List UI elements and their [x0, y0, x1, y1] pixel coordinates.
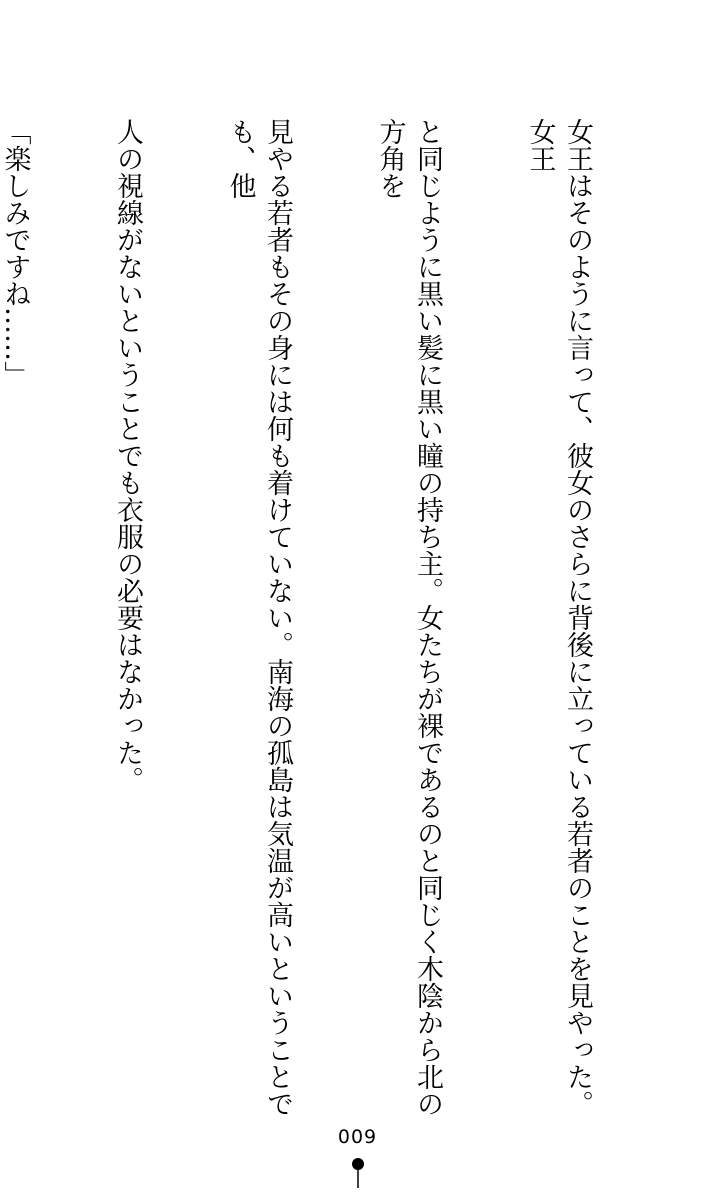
text-line: 「楽しみですね……」 — [0, 118, 31, 388]
text-line: と同じように黒い髪に黒い瞳の持ち主。女たちが裸であるのと同じく木陰から北の方角を — [374, 118, 443, 1117]
vertical-text-body — [0, 118, 671, 1118]
page-number: 009 — [337, 1126, 378, 1148]
text-line: 人の視線がないということでも衣服の必要はなかった。 — [112, 118, 143, 793]
text-line: 見やる若者もその身には何も着けていない。南海の孤島は気温が高いということでも、他 — [224, 118, 293, 1117]
text-line: 女王はそのように言って、彼女のさらに背後に立っている若者のことを見やった。女王 — [524, 118, 593, 1117]
page-marker-icon — [351, 1156, 365, 1190]
